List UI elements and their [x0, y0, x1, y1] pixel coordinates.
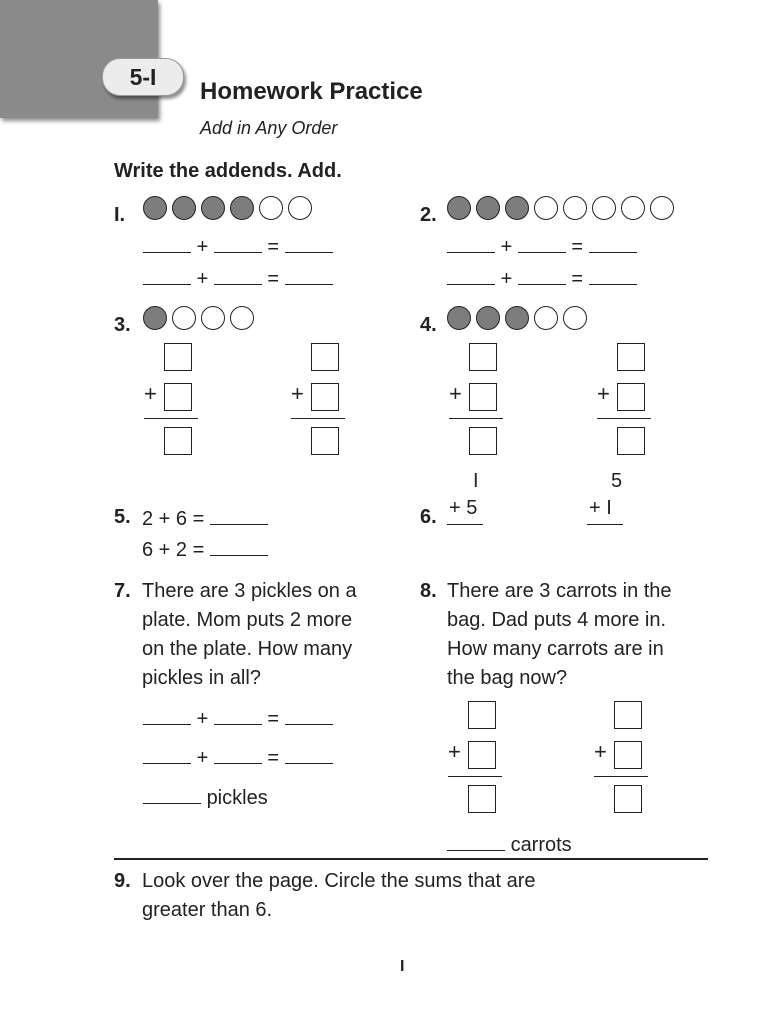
addend-box[interactable]: [614, 701, 642, 729]
problem-8-line: bag. Dad puts 4 more in.: [447, 609, 667, 631]
sum-box[interactable]: [469, 427, 497, 455]
problem-5-line-2: [142, 537, 268, 562]
addend-box[interactable]: [617, 383, 645, 411]
empty-counter: [230, 306, 254, 330]
filled-counter: [476, 196, 500, 220]
instruction-heading: Write the addends. Add.: [114, 160, 342, 182]
answer-blank[interactable]: [589, 266, 637, 285]
problem-7-equation-1: [143, 706, 333, 731]
answer-blank[interactable]: [210, 537, 268, 556]
problem-8-line: There are 3 carrots in the: [447, 580, 672, 602]
answer-blank[interactable]: [214, 745, 262, 764]
empty-counter: [534, 306, 558, 330]
problem-4-number: 4.: [420, 314, 437, 336]
problem-1-equation-1: [143, 234, 333, 259]
answer-blank[interactable]: [143, 266, 191, 285]
plus-sign: +: [196, 236, 209, 258]
answer-blank[interactable]: [447, 266, 495, 285]
problem-8-line: How many carrots are in: [447, 638, 664, 660]
answer-blank[interactable]: [285, 234, 333, 253]
problem-7-number: 7.: [114, 580, 131, 602]
page-number: I: [400, 958, 405, 975]
filled-counter: [143, 196, 167, 220]
problem-9-number: 9.: [114, 870, 131, 892]
addend-box[interactable]: [468, 701, 496, 729]
answer-blank[interactable]: [214, 266, 262, 285]
answer-blank[interactable]: [285, 706, 333, 725]
addend-box[interactable]: [617, 343, 645, 371]
problem-9-line: greater than 6.: [142, 899, 273, 921]
sum-box[interactable]: [311, 427, 339, 455]
equals-sign: =: [267, 747, 280, 769]
empty-counter: [650, 196, 674, 220]
filled-counter: [143, 306, 167, 330]
answer-blank[interactable]: [214, 234, 262, 253]
empty-counter: [201, 306, 225, 330]
equals-sign: =: [571, 268, 584, 290]
empty-counter: [288, 196, 312, 220]
empty-counter: [172, 306, 196, 330]
lesson-badge: 5-I: [102, 58, 184, 96]
answer-blank[interactable]: [214, 706, 262, 725]
equation-text: 2 + 6 =: [142, 508, 205, 530]
answer-blank[interactable]: [143, 706, 191, 725]
problem-6a-bottom: + 5: [449, 497, 478, 519]
filled-counter: [447, 306, 471, 330]
problem-7-line: There are 3 pickles on a: [142, 580, 357, 602]
answer-blank[interactable]: [518, 266, 566, 285]
problem-5-line-1: [142, 506, 268, 531]
filled-counter: [172, 196, 196, 220]
problem-7-line: on the plate. How many: [142, 638, 353, 660]
problem-3-number: 3.: [114, 314, 131, 336]
sum-box[interactable]: [468, 785, 496, 813]
problem-3-counters: [143, 306, 254, 330]
problem-8-number: 8.: [420, 580, 437, 602]
plus-sign: +: [500, 236, 513, 258]
filled-counter: [201, 196, 225, 220]
addend-box[interactable]: [614, 741, 642, 769]
problem-6-number: 6.: [420, 506, 437, 528]
sum-box[interactable]: [614, 785, 642, 813]
addend-box[interactable]: [164, 383, 192, 411]
plus-sign: +: [196, 747, 209, 769]
filled-counter: [447, 196, 471, 220]
plus-sign: +: [196, 708, 209, 730]
plus-sign: +: [291, 381, 304, 406]
plus-sign: +: [594, 739, 607, 764]
plus-sign: +: [500, 268, 513, 290]
answer-blank[interactable]: [447, 234, 495, 253]
filled-counter: [505, 196, 529, 220]
answer-blank[interactable]: [143, 234, 191, 253]
sum-line: [291, 418, 345, 419]
addend-box[interactable]: [468, 741, 496, 769]
problem-2-counters: [447, 196, 674, 220]
problem-1-number: I.: [114, 204, 126, 226]
page-subtitle: Add in Any Order: [200, 118, 338, 138]
page-title: Homework Practice: [200, 78, 423, 105]
sum-line: [597, 418, 651, 419]
problem-2-number: 2.: [420, 204, 437, 226]
addend-box[interactable]: [469, 383, 497, 411]
problem-4-counters: [447, 306, 587, 330]
filled-counter: [476, 306, 500, 330]
filled-counter: [505, 306, 529, 330]
equals-sign: =: [267, 236, 280, 258]
equals-sign: =: [571, 236, 584, 258]
empty-counter: [592, 196, 616, 220]
unit-label: carrots: [510, 834, 572, 856]
problem-9-text: [142, 867, 536, 925]
problem-7-line: pickles in all?: [142, 667, 261, 689]
problem-8-text: [447, 577, 672, 693]
problem-8-line: the bag now?: [447, 667, 568, 689]
answer-blank[interactable]: [285, 745, 333, 764]
problem-1-counters: [143, 196, 312, 220]
equals-sign: =: [267, 268, 280, 290]
empty-counter: [563, 196, 587, 220]
sum-line: [594, 776, 648, 777]
problem-6b-line: [587, 524, 623, 525]
problem-5-number: 5.: [114, 506, 131, 528]
problem-7-text: [142, 577, 357, 693]
empty-counter: [621, 196, 645, 220]
problem-1-equation-2: [143, 266, 333, 291]
answer-blank[interactable]: [210, 506, 268, 525]
plus-sign: +: [597, 381, 610, 406]
answer-blank[interactable]: [285, 266, 333, 285]
addend-box[interactable]: [311, 383, 339, 411]
problem-7-line: plate. Mom puts 2 more: [142, 609, 353, 631]
problem-8-answer: [447, 832, 572, 857]
answer-blank[interactable]: [143, 785, 201, 804]
problem-6a-line: [447, 524, 483, 525]
addend-box[interactable]: [469, 343, 497, 371]
section-divider: [114, 858, 708, 860]
unit-label: pickles: [206, 787, 268, 809]
plus-sign: +: [448, 739, 461, 764]
addend-box[interactable]: [311, 343, 339, 371]
filled-counter: [230, 196, 254, 220]
empty-counter: [534, 196, 558, 220]
answer-blank[interactable]: [518, 234, 566, 253]
plus-sign: +: [196, 268, 209, 290]
problem-2-equation-2: [447, 266, 637, 291]
answer-blank[interactable]: [447, 832, 505, 851]
empty-counter: [563, 306, 587, 330]
problem-2-equation-1: [447, 234, 637, 259]
empty-counter: [259, 196, 283, 220]
problem-7-equation-2: [143, 745, 333, 770]
sum-line: [449, 418, 503, 419]
problem-7-answer: [143, 785, 268, 810]
answer-blank[interactable]: [589, 234, 637, 253]
sum-line: [448, 776, 502, 777]
sum-box[interactable]: [617, 427, 645, 455]
sum-box[interactable]: [164, 427, 192, 455]
problem-6b-bottom: + I: [589, 497, 612, 519]
sum-line: [144, 418, 198, 419]
answer-blank[interactable]: [143, 745, 191, 764]
problem-6b-top: 5: [611, 470, 623, 492]
addend-box[interactable]: [164, 343, 192, 371]
problem-9-line: Look over the page. Circle the sums that are: [142, 870, 536, 892]
equals-sign: =: [267, 708, 280, 730]
plus-sign: +: [449, 381, 462, 406]
problem-6a-top: I: [473, 470, 479, 492]
plus-sign: +: [144, 381, 157, 406]
equation-text: 6 + 2 =: [142, 539, 205, 561]
